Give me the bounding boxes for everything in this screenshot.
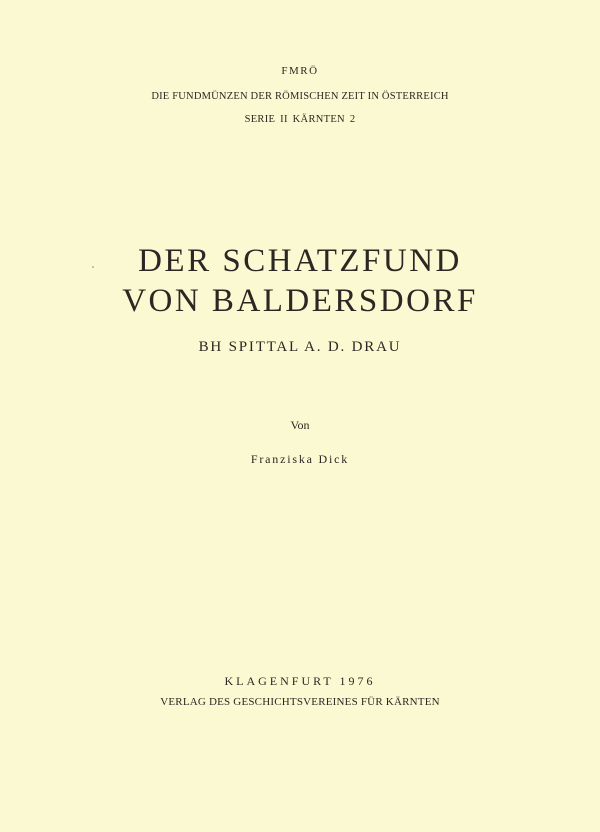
series-volume: SERIE II KÄRNTEN 2 [244,114,356,125]
author-preposition: Von [290,418,310,432]
subtitle: BH SPITTAL A. D. DRAU [198,339,402,355]
title-line-1: DER SCHATZFUND [138,243,462,279]
series-name: DIE FUNDMÜNZEN DER RÖMISCHEN ZEIT IN ÖSTERREICH [151,91,449,102]
author-name: Franziska Dick [250,452,350,466]
series-abbreviation: FMRÖ [281,65,319,77]
imprint-place-year: KLAGENFURT 1976 [224,674,376,688]
imprint-publisher: VERLAG DES GESCHICHTSVEREINES FÜR KÄRNTEN [160,696,440,708]
title-line-2: VON BALDERSDORF [122,283,478,319]
